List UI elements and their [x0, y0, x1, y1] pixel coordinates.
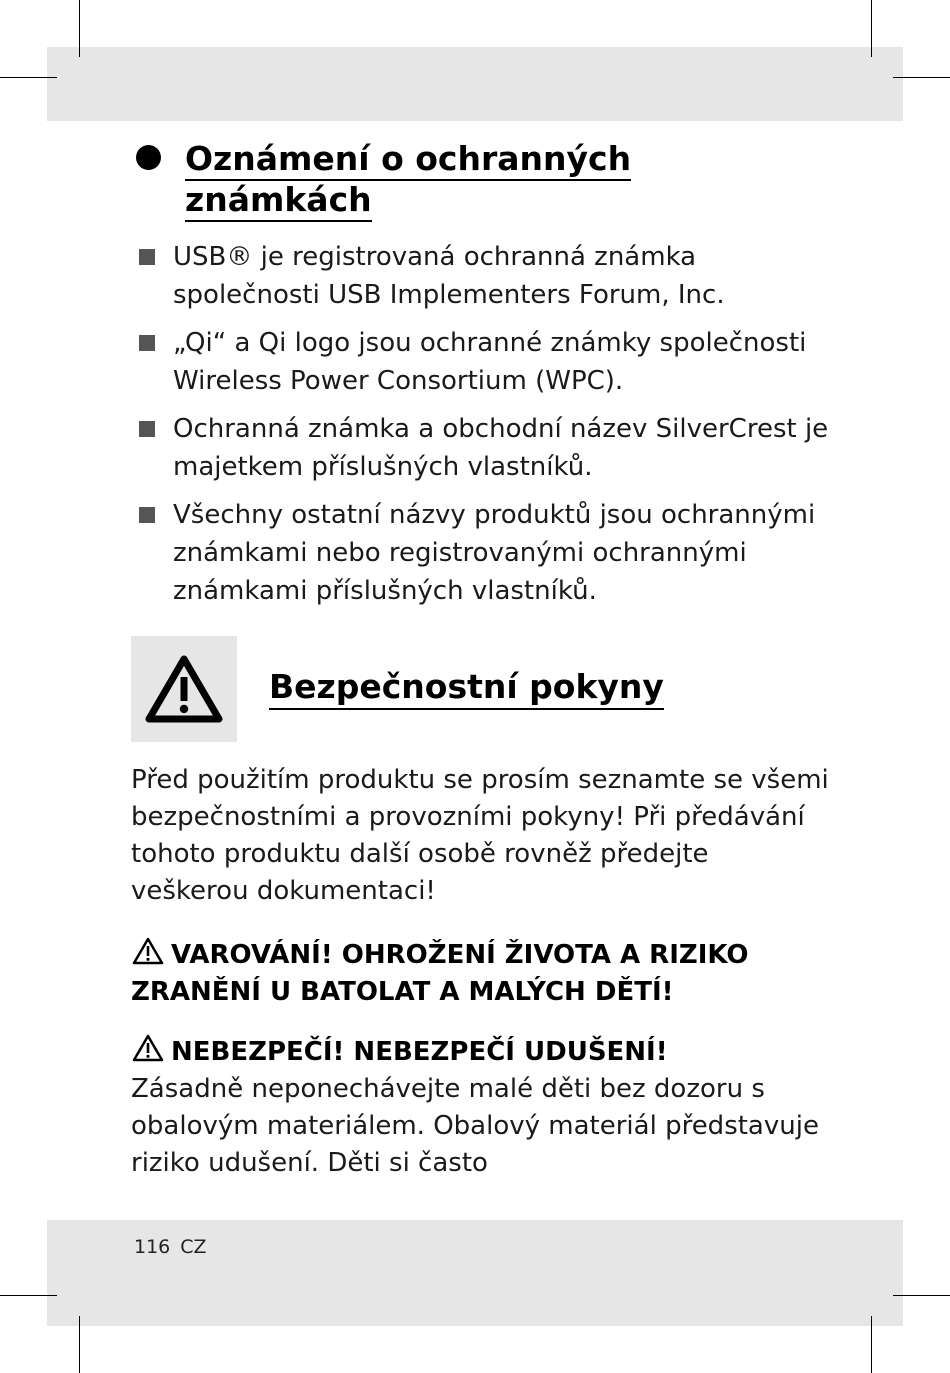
list-item-text: Všechny ostatní názvy produktů jsou ochrannými známkami nebo registrovanými ochrannými známkami příslušných vlastníků.	[173, 500, 816, 606]
trademark-heading-line2: známkách	[185, 180, 372, 222]
warning-block	[131, 936, 831, 1011]
danger-triangle-small-icon	[131, 1033, 165, 1063]
warning-text: VAROVÁNÍ! OHROŽENÍ ŽIVOTA A RIZIKO ZRANĚNÍ U BATOLAT A MALÝCH DĚTÍ!	[131, 940, 749, 1007]
page-number: 116	[134, 1236, 171, 1258]
list-item-text: „Qi“ a Qi logo jsou ochranné známky společnosti Wireless Power Consortium (WPC).	[173, 328, 807, 396]
square-bullet-icon	[139, 335, 155, 351]
square-bullet-icon	[139, 507, 155, 523]
safety-heading: Bezpečnostní pokyny	[269, 666, 664, 710]
crop-mark	[0, 1295, 57, 1296]
warning-triangle-small-icon	[131, 936, 165, 966]
warning-triangle-box	[131, 636, 237, 742]
danger-heading-block	[131, 1033, 831, 1071]
crop-mark	[893, 77, 950, 78]
trademark-heading	[185, 138, 831, 220]
trademark-section-heading	[131, 138, 831, 220]
list-item-text: Ochranná známka a obchodní název SilverCrest je majetkem příslušných vlastníků.	[173, 414, 829, 482]
list-item	[131, 324, 831, 400]
header-band	[47, 47, 903, 121]
trademark-heading-line1: Oznámení o ochranných	[185, 139, 631, 181]
safety-section-heading	[131, 636, 831, 742]
danger-body-text: Zásadně neponechávejte malé děti bez dozoru s obalovým materiálem. Obalový materiál představuje riziko udušení. Děti si často	[131, 1074, 819, 1178]
square-bullet-icon	[139, 421, 155, 437]
language-code: CZ	[180, 1236, 207, 1258]
warning-triangle-icon	[145, 655, 223, 723]
crop-mark	[871, 1316, 872, 1373]
page-content	[131, 138, 831, 1182]
list-item	[131, 238, 831, 314]
list-item-text: USB® je registrovaná ochranná známka společnosti USB Implementers Forum, Inc.	[173, 242, 725, 310]
list-item	[131, 410, 831, 486]
trademark-list	[131, 238, 831, 610]
crop-mark	[79, 1316, 80, 1373]
square-bullet-icon	[139, 249, 155, 265]
bullet-dot-icon	[136, 145, 161, 170]
crop-mark	[871, 0, 872, 57]
list-item	[131, 496, 831, 610]
safety-intro-text: Před použitím produktu se prosím seznamte se všemi bezpečnostními a provozními pokyny! Při předávání tohoto produktu další osobě rovněž předejte veškerou dokumentaci!	[131, 765, 829, 906]
crop-mark	[0, 77, 57, 78]
crop-mark	[893, 1295, 950, 1296]
danger-heading-text: NEBEZPEČÍ! NEBEZPEČÍ UDUŠENÍ!	[171, 1037, 668, 1067]
page-footer	[134, 1236, 207, 1258]
crop-mark	[79, 0, 80, 57]
